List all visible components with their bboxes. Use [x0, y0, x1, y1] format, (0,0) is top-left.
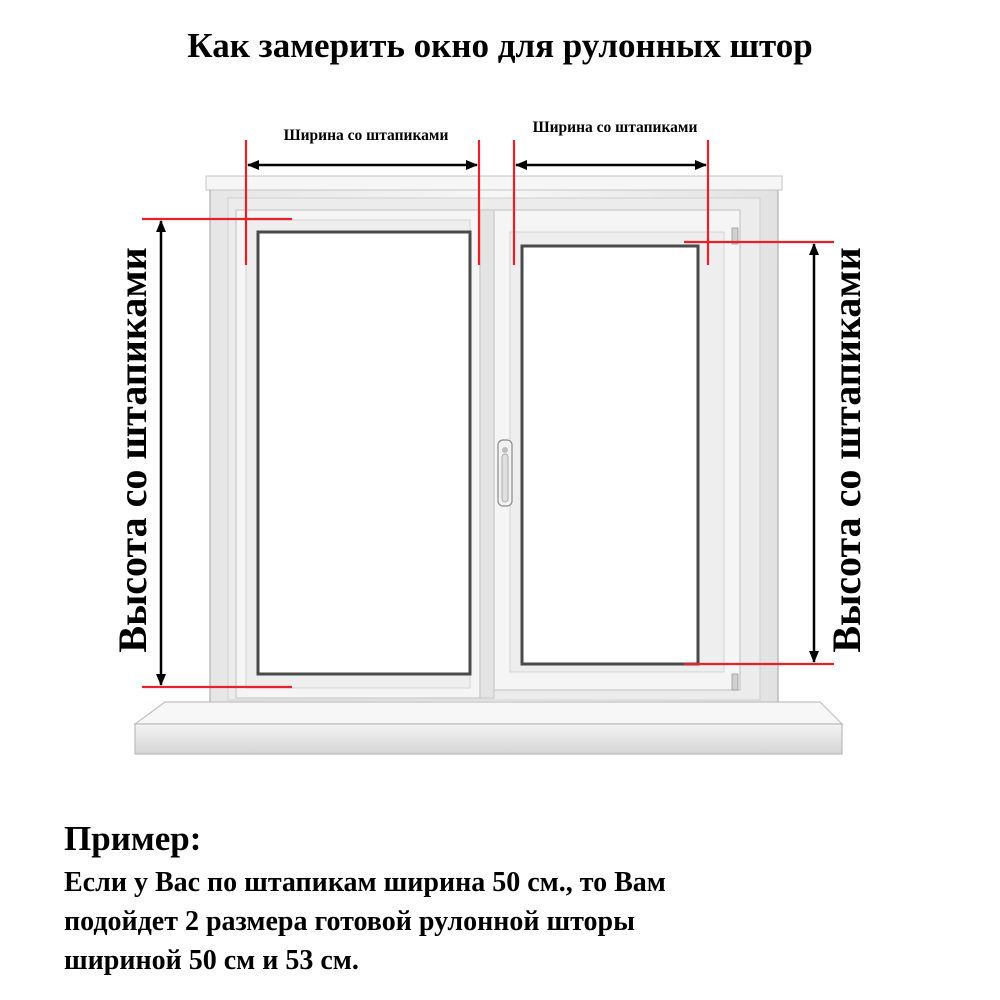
label-width-left: Ширина со штапиками: [283, 127, 449, 144]
left-glass-pane: [258, 232, 470, 674]
example-block: [64, 815, 964, 980]
label-height-right: Высота со штапиками: [824, 247, 869, 653]
mullion: [480, 210, 494, 698]
label-width-right: Ширина со штапиками: [532, 119, 698, 136]
example-line: подойдет 2 размера готовой рулонной шторы: [64, 906, 635, 937]
example-heading: Пример:: [64, 819, 202, 858]
left-sash: [236, 210, 480, 698]
label-height-left: Высота со штапиками: [110, 247, 155, 653]
window-handle-icon: [498, 440, 512, 506]
example-line: шириной 50 см и 53 см.: [64, 945, 359, 976]
window-sill: [135, 702, 842, 754]
right-glass-pane: [522, 246, 698, 664]
right-sash: [494, 210, 740, 690]
page-title: Как замерить окно для рулонных штор: [187, 26, 813, 65]
example-line: Если у Вас по штапикам ширина 50 см., то Вам: [64, 867, 666, 898]
